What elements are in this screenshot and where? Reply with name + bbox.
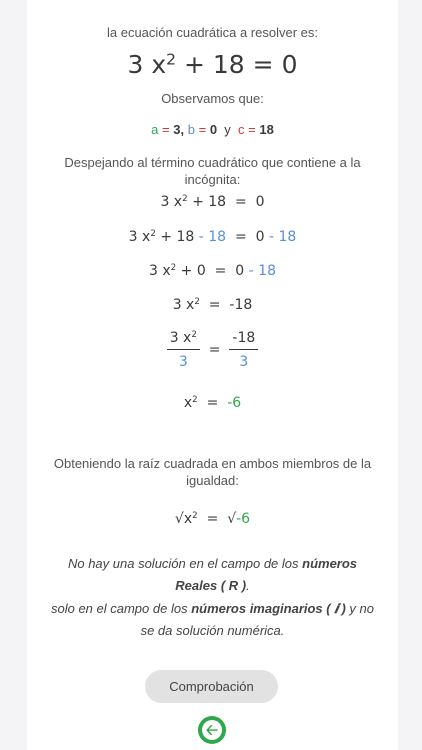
b-label: b <box>187 122 195 137</box>
intro-text: la ecuación cuadrática a resolver es: <box>106 25 318 40</box>
conclusion-line-1: No hay una solución en el campo de los números <box>67 556 358 571</box>
sqrt-text-1: Obteniendo la raíz cuadrada en ambos miembros de la <box>53 456 372 471</box>
solution-card <box>27 0 398 750</box>
check-button[interactable]: Comprobación <box>145 670 278 703</box>
b-value: 0 <box>209 122 218 137</box>
step-5: $\frac{3 x^2}{3}$ = $\frac{-18}{3}$ <box>27 330 398 370</box>
step-1: 3 $x^2 + 18 = 0$ <box>160 194 265 210</box>
c-label: c <box>238 122 245 137</box>
c-value: 18 <box>259 122 274 137</box>
a-value: 3 <box>173 122 181 137</box>
step-3: 3 $x^2 + 0 = 0 - 18$ <box>149 263 276 279</box>
main-equation: 3 $x^2 + 18 = 0$ <box>127 50 298 79</box>
conclusion-line-3: solo en el campo de los números imaginarios ( 𝒊 ) y no <box>50 601 374 616</box>
conclusion-line-4: se da solución numérica. <box>140 623 285 638</box>
isolate-text-1: Despejando al término cuadrático que contiene a la <box>64 155 361 170</box>
step-2: 3 $x^2 + 18 - 18 = 0 - 18$ <box>128 229 297 245</box>
step-6: $x^2 = -6$ <box>183 395 242 411</box>
a-label: a <box>151 122 159 137</box>
conclusion-line-2: Reales ( R ). <box>175 578 250 593</box>
sqrt-text-2: igualdad: <box>186 473 239 488</box>
step-4: 3 $x^2 = -18$ <box>172 297 253 313</box>
observe-label: Observamos que: <box>161 91 264 106</box>
coefficients-line: a = 3, b = 0 y c = 18 <box>151 122 274 137</box>
sqrt-step: $√x^2 = √-6$ <box>174 511 251 527</box>
arrow-left-icon: 🡠 <box>202 720 222 740</box>
back-button[interactable] <box>198 716 226 744</box>
fraction-right: $\frac{-18}{3}$ <box>229 330 258 370</box>
fraction-left: $\frac{3 x^2}{3}$ <box>167 330 200 370</box>
isolate-text-2: incógnita: <box>184 172 241 187</box>
